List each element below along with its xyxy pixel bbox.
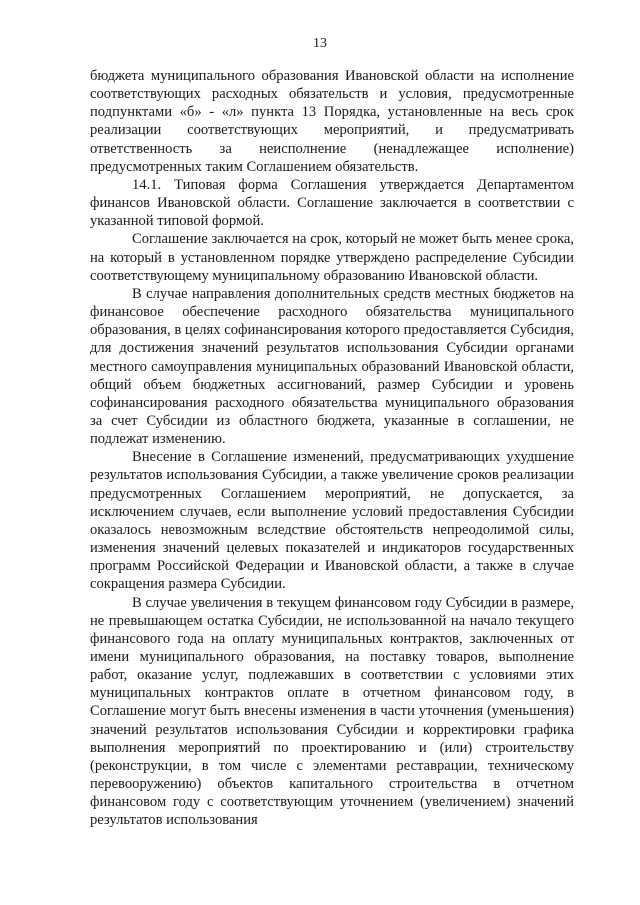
paragraph-14-1: 14.1. Типовая форма Соглашения утверждается Департаментом финансов Ивановской области. Соглашение заключается в соответствии с указанной типовой формой. (90, 176, 574, 230)
page-number: 13 (313, 36, 327, 51)
paragraph-subsidy-increase: В случае увеличения в текущем финансовом году Субсидии в размере, не превышающем остатка Субсидии, не использованной на начало текущего финансового года на оплату муниципальных контрактов, заключенных от имени муниципального образования, на поставку товаров, выполнение работ, оказание услуг, подлежавших в соответствии с условиями этих муниципальных контрактов оплате в отчетном финансовом году, в Соглашение могут быть внесены изменения в части уточнения (уменьшения) значений результатов использования Субсидии и корректировки графика выполнения мероприятий по проектированию и (или) строительству (реконструкции, в том числе с элементами реставрации, техническому перевооружению) объектов капитального строительства в отчетном финансовом году с соответствующим уточнением (увеличением) значений результатов использования (90, 594, 574, 829)
paragraph-additional-funds: В случае направления дополнительных средств местных бюджетов на финансовое обеспечение расходного обязательства муниципального образования, в целях софинансирования которого предоставляется Субсидия, для достижения значений результатов использования Субсидии органами местного самоуправления муниципальных образований Ивановской области, общий объем бюджетных ассигнований, размер Субсидии и уровень софинансирования расходного обязательства муниципального образования за счет Субсидии из областного бюджета, указанные в соглашении, не подлежат изменению. (90, 285, 574, 448)
paragraph-amendments: Внесение в Соглашение изменений, предусматривающих ухудшение результатов использования Субсидии, а также увеличение сроков реализации предусмотренных Соглашением мероприятий, не допускается, за исключением случаев, если выполнение условий предоставления Субсидии оказалось невозможным вследствие обстоятельств непреодолимой силы, изменения значений целевых показателей и индикаторов государственных программ Российской Федерации и Ивановской области, а также в случае сокращения размера Субсидии. (90, 449, 574, 593)
paragraph-agreement-term: Соглашение заключается на срок, который не может быть менее срока, на который в установленном порядке утверждено распределение Субсидии соответствующему муниципальному образованию Ивановской области. (90, 231, 574, 284)
paragraph-continuation: бюджета муниципального образования Ивановской области на исполнение соответствующих расходных обязательств и условия, предусмотренные подпунктами «б» - «л» пункта 13 Порядка, установленные на весь срок реализации соответствующих мероприятий, и предусматривать ответственность за неисполнение (ненадлежащее исполнение) предусмотренных таким Соглашением обязательств. (90, 68, 574, 175)
document-body (90, 67, 574, 830)
